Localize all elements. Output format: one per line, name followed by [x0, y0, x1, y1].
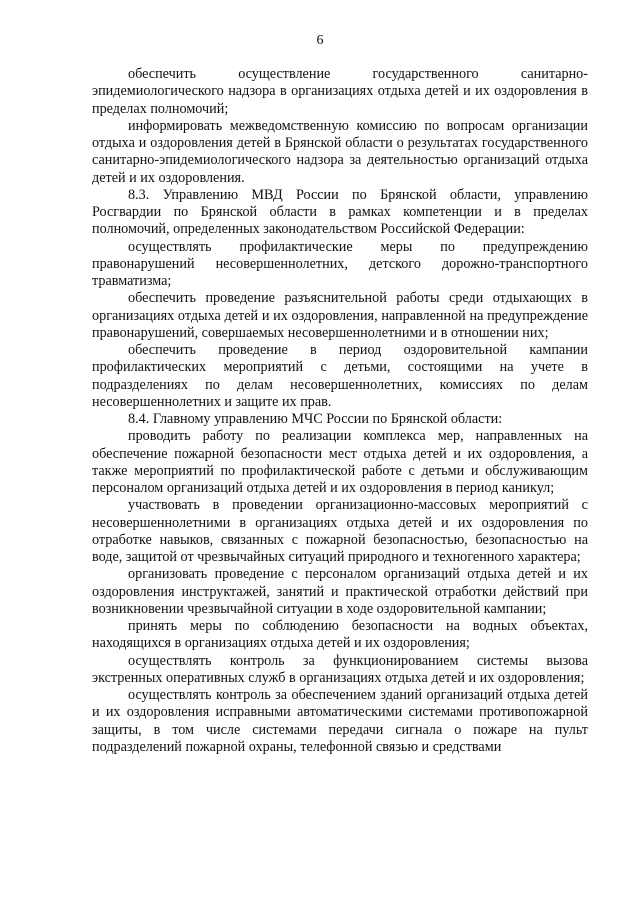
paragraph: осуществлять контроль за функционированием системы вызова экстренных оперативных служб в организациях отдыха детей и их оздоровления;	[92, 652, 588, 686]
paragraph: обеспечить осуществление государственного санитарно-эпидемиологического надзора в организациях отдыха детей и их оздоровления в пределах полномочий;	[92, 66, 588, 117]
paragraph: обеспечить проведение в период оздоровительной кампании профилактических мероприятий с детьми, состоящими на учете в подразделениях по делам несовершеннолетних, комиссиях по делам несовершеннолетних и защите их прав.	[92, 342, 588, 410]
paragraph: принять меры по соблюдению безопасности на водных объектах, находящихся в организациях отдыха детей и их оздоровления;	[92, 618, 588, 652]
paragraph: 8.4. Главному управлению МЧС России по Брянской области:	[128, 411, 503, 427]
paragraph: осуществлять контроль за обеспечением зданий организаций отдыха детей и их оздоровления исправными автоматическими системами противопожарной защиты, в том числе системами передачи сигнала о пожаре на пульт подразделений пожарной охраны, телефонной связью и средствами	[92, 687, 588, 755]
paragraph: проводить работу по реализации комплекса мер, направленных на обеспечение пожарной безопасности мест отдыха детей и их оздоровления, а также мероприятий по профилактической работе с детьми и обслуживающим персоналом организаций отдыха детей и их оздоровления в период каникул;	[92, 428, 588, 496]
paragraph: осуществлять профилактические меры по предупреждению правонарушений несовершеннолетних, детского дорожно-транспортного травматизма;	[92, 238, 588, 289]
paragraph: организовать проведение с персоналом организаций отдыха детей и их оздоровления инструктажей, занятий и практической отработки действий при возникновении чрезвычайной ситуации в ходе оздоровительной кампании;	[92, 566, 588, 617]
document-body	[92, 66, 588, 756]
paragraph: информировать межведомственную комиссию по вопросам организации отдыха и оздоровления детей в Брянской области о результатах государственного санитарно-эпидемиологического надзора за деятельностью организаций отдыха детей и их оздоровления.	[92, 117, 588, 186]
paragraph: 8.3. Управлению МВД России по Брянской области, управлению Росгвардии по Брянской области в рамках компетенции и в пределах полномочий, определенных законодательством Российской Федерации:	[92, 186, 588, 238]
page-number: 6	[316, 33, 324, 48]
paragraph: участвовать в проведении организационно-массовых мероприятий с несовершеннолетними в организациях отдыха детей и их оздоровления по отработке навыков, связанных с пожарной безопасностью, безопасностью на воде, защитой от чрезвычайных ситуаций природного и техногенного характера;	[92, 497, 588, 565]
paragraph: обеспечить проведение разъяснительной работы среди отдыхающих в организациях отдыха детей и их оздоровления, направленной на предупреждение правонарушений, совершаемых несовершеннолетними и в отношении них;	[92, 290, 588, 341]
